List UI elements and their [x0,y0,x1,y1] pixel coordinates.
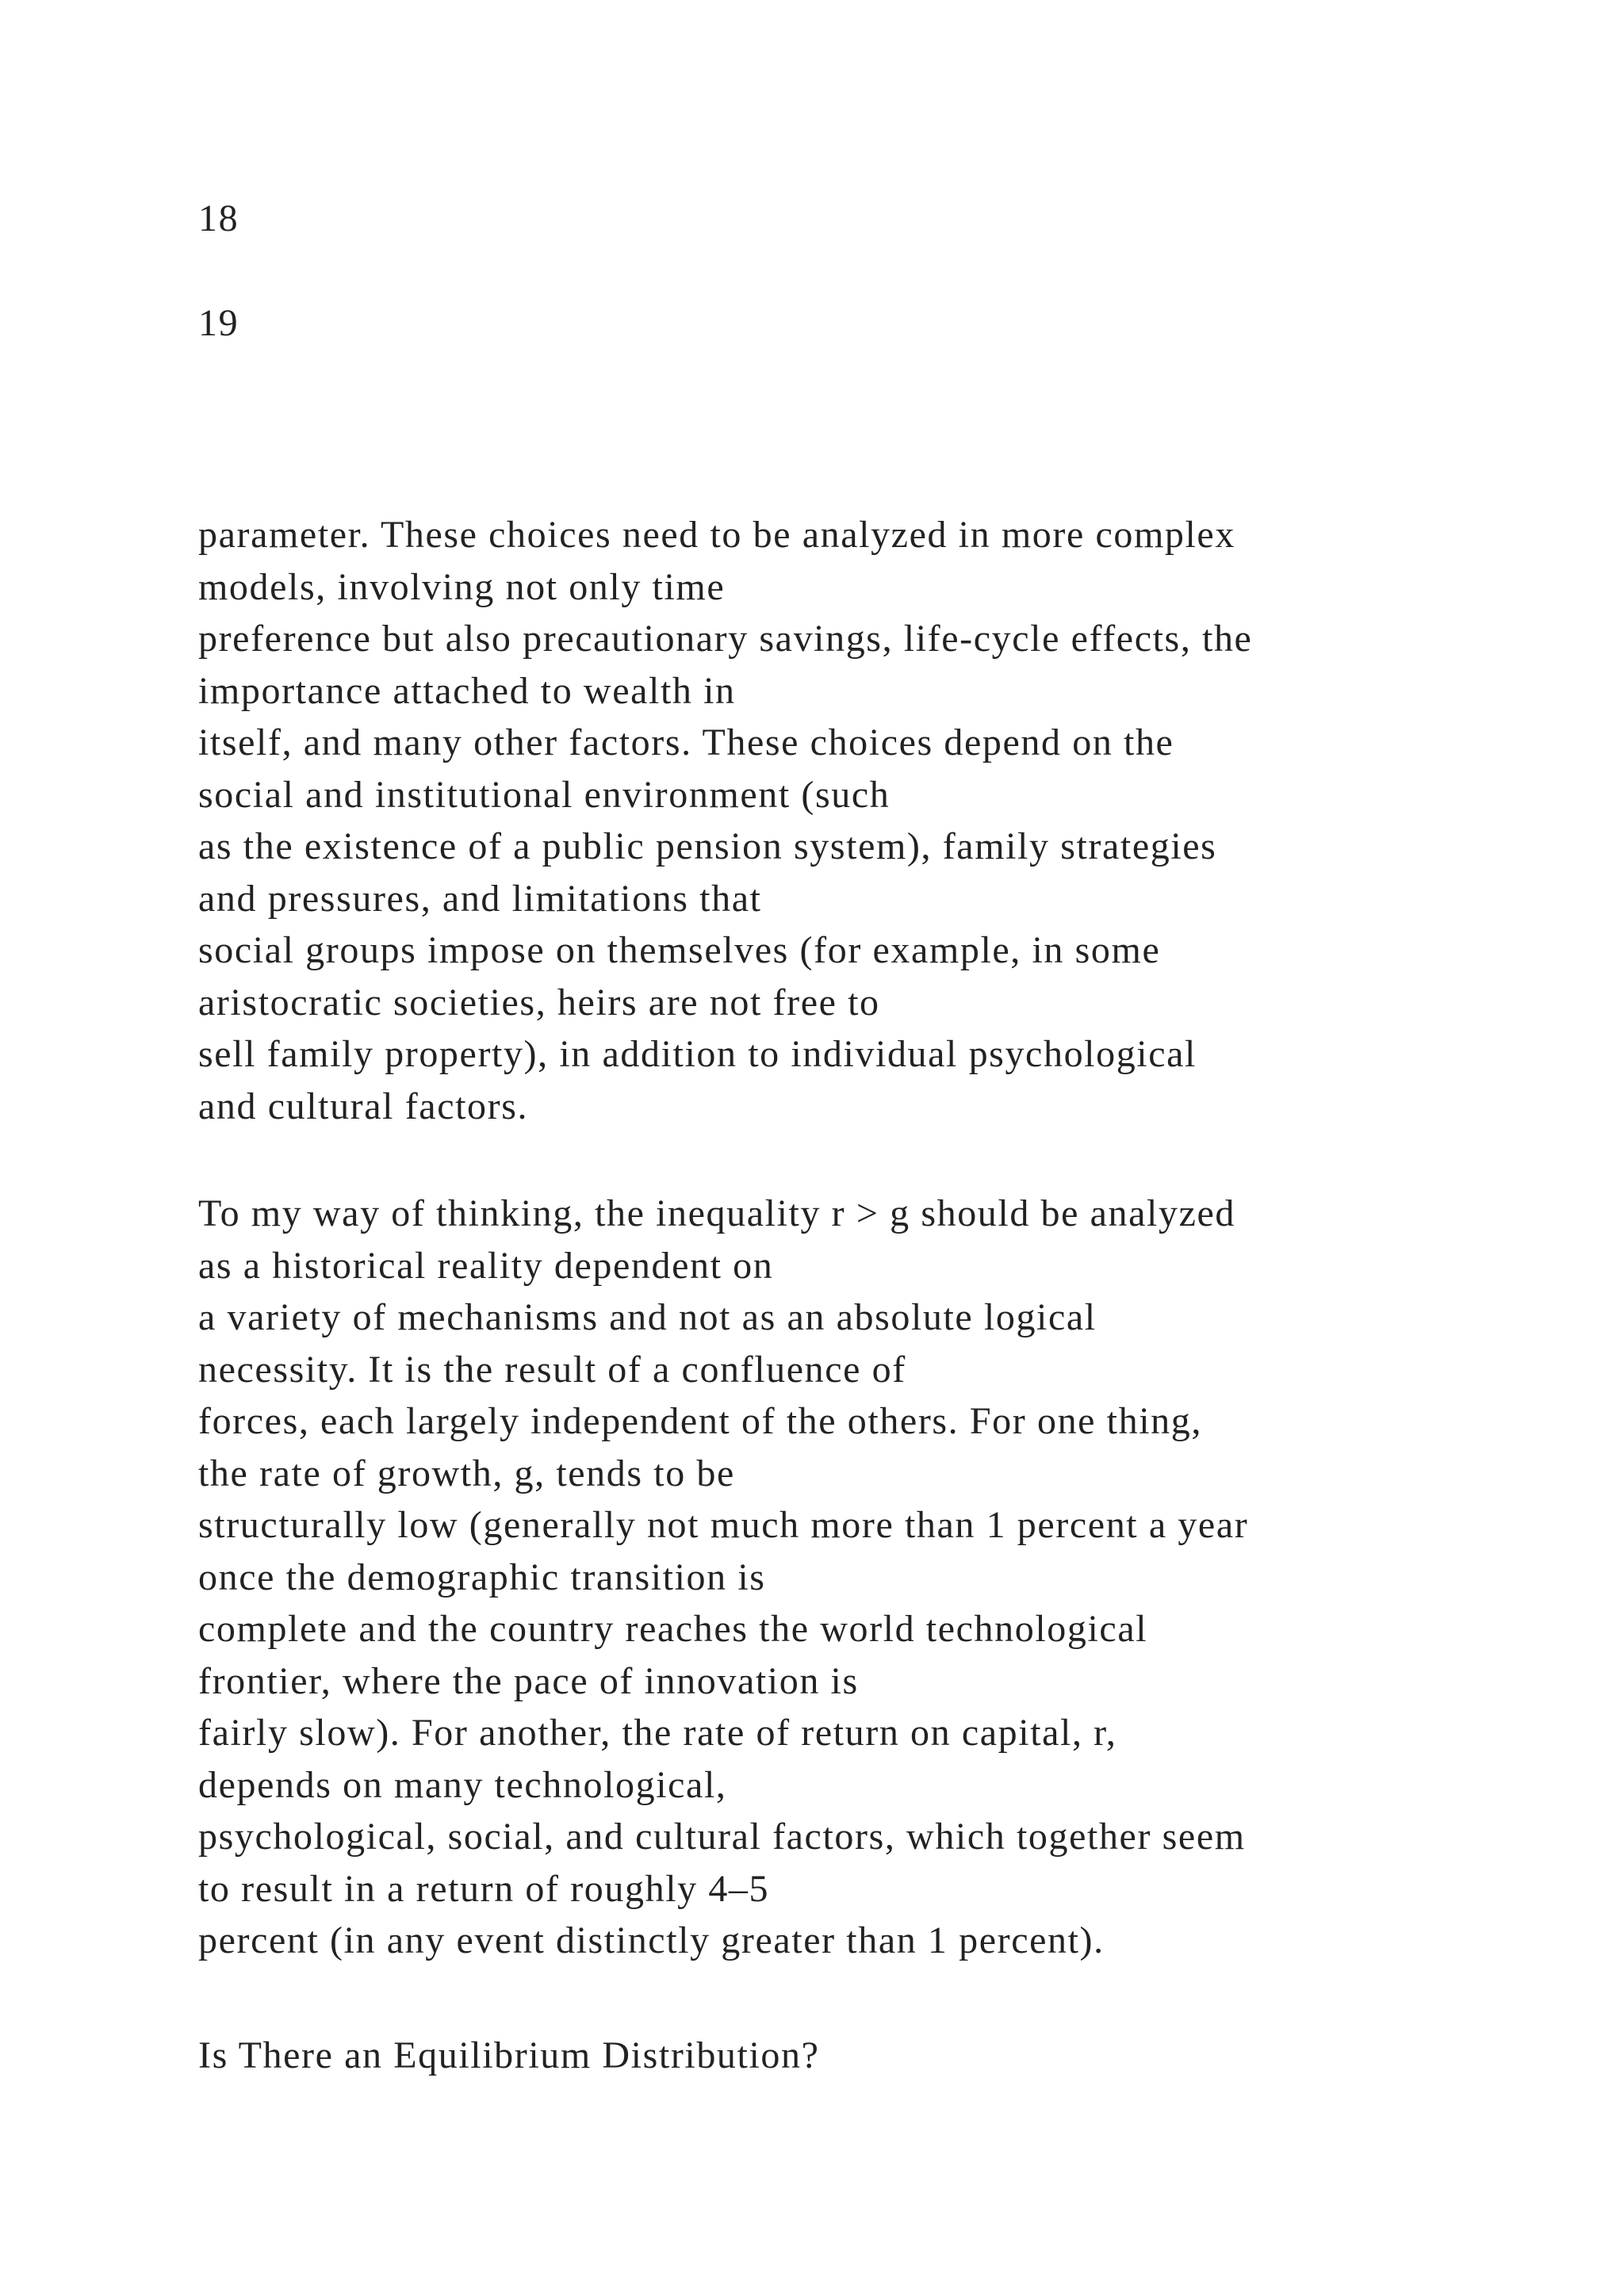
text-line: complete and the country reaches the world technological [198,1608,1148,1650]
text-line: as a historical reality dependent on [198,1244,774,1287]
page-number-18: 18 [198,197,239,239]
paragraph-precautionary-savings [198,509,1252,1132]
text-line: social groups impose on themselves (for example, in some [198,929,1161,971]
text-line: models, involving not only time [198,565,726,608]
text-line: sell family property), in addition to individual psychological [198,1033,1197,1075]
text-line: and pressures, and limitations that [198,877,762,920]
text-line: forces, each largely independent of the others. For one thing, [198,1400,1202,1442]
text-line: To my way of thinking, the inequality r > g should be analyzed [198,1192,1235,1234]
text-line: aristocratic societies, heirs are not free to [198,981,880,1024]
text-line: psychological, social, and cultural factors, which together seem [198,1816,1246,1858]
text-line: structurally low (generally not much more than 1 percent a year [198,1504,1249,1546]
text-line: importance attached to wealth in [198,669,736,712]
text-line: as the existence of a public pension system), family strategies [198,825,1217,867]
text-line: preference but also precautionary savings, life-cycle effects, the [198,618,1253,660]
text-line: and cultural factors. [198,1085,529,1127]
section-heading: Is There an Equilibrium Distribution? [198,2034,820,2076]
paragraph-r-greater-than-g [198,1188,1248,1967]
text-line: to result in a return of roughly 4–5 [198,1867,770,1910]
text-line: frontier, where the pace of innovation is [198,1659,859,1702]
text-line: itself, and many other factors. These choices depend on the [198,721,1174,763]
text-line: parameter. These choices need to be analyzed in more complex [198,514,1235,556]
text-line: the rate of growth, g, tends to be [198,1452,735,1494]
text-line: fairly slow). For another, the rate of return on capital, r, [198,1712,1117,1754]
text-line: once the demographic transition is [198,1556,766,1598]
text-line: percent (in any event distinctly greater than 1 percent). [198,1919,1105,1961]
page-number-19: 19 [198,302,239,344]
text-line: a variety of mechanisms and not as an absolute logical [198,1296,1097,1338]
text-line: necessity. It is the result of a confluence of [198,1348,906,1391]
text-line: depends on many technological, [198,1763,727,1806]
text-line: social and institutional environment (such [198,773,891,816]
